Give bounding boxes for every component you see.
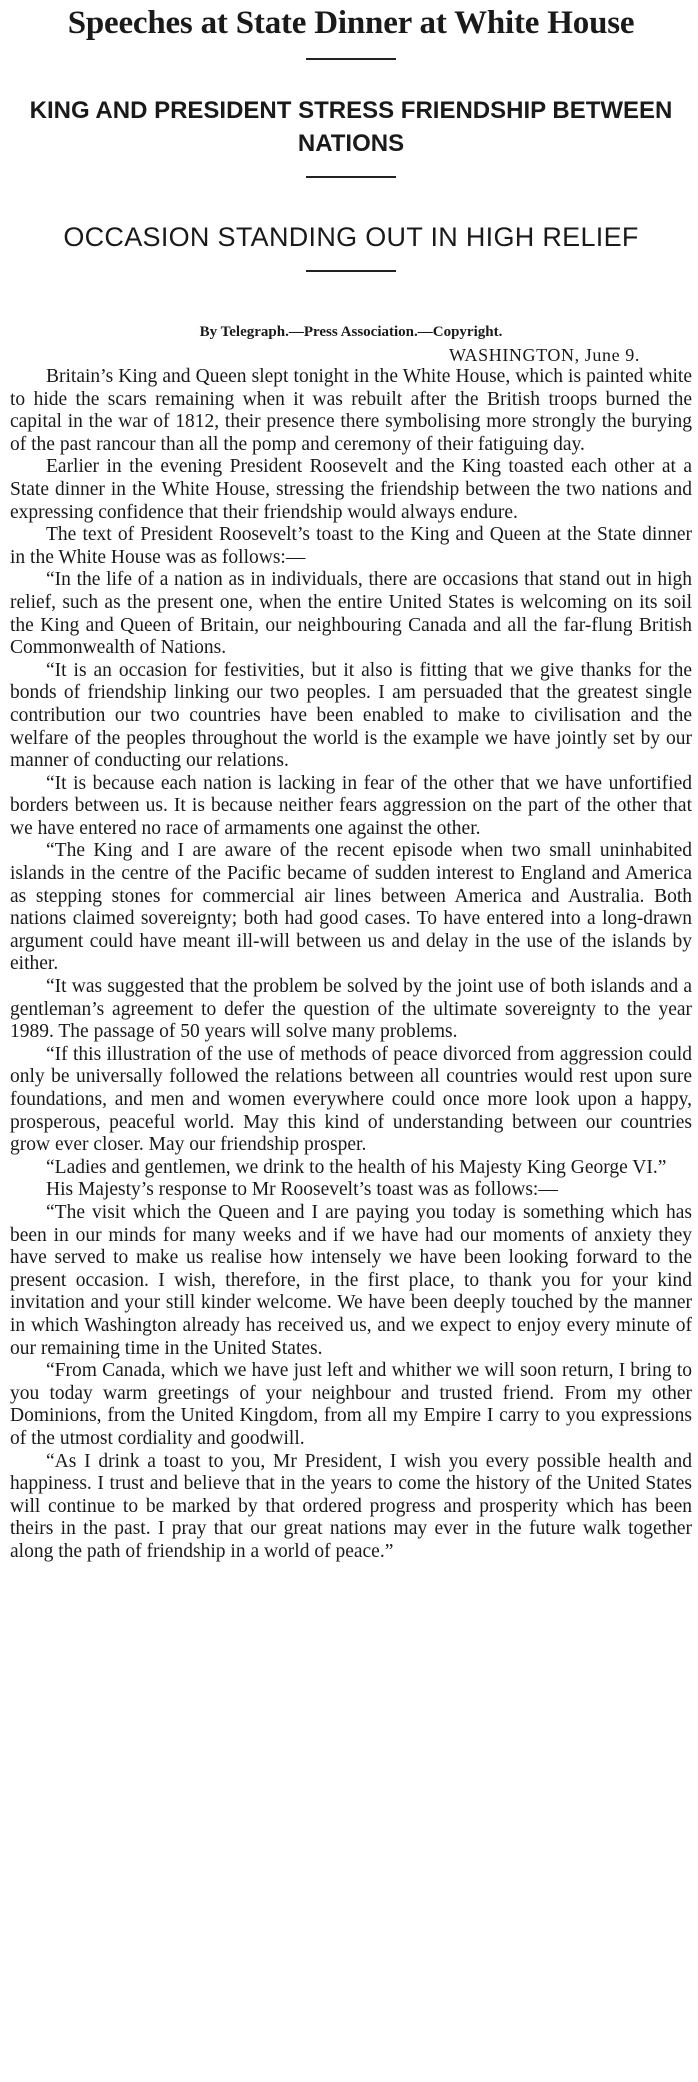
article-paragraph: “From Canada, which we have just left and whither we will soon return, I bring to you today warm greetings of your neighbour and trusted friend. From my other Dominions, from the United Kingdom, from all my Empire I carry to you expressions of the utmost cordiality and goodwill. <box>10 1360 692 1449</box>
article-paragraph: “It is an occasion for festivities, but it also is fitting that we give thanks for the bonds of friendship linking our two peoples. I am persuaded that the greatest single contribution our two countries have been enabled to make to civilisation and the welfare of the peoples throughout the world is the example we have jointly set by our manner of conducting our relations. <box>10 659 692 772</box>
article-paragraph: Earlier in the evening President Roosevelt and the King toasted each other at a State dinner in the White House, stressing the friendship between the two nations and expressing confidence that their friendship would always endure. <box>10 456 692 523</box>
article-paragraph: “In the life of a nation as in individuals, there are occasions that stand out in high relief, such as the present one, when the entire United States is welcoming on its soil the King and Queen of Britain, our neighbouring Canada and all the far-flung British Commonwealth of Nations. <box>10 569 692 659</box>
article-paragraph: “It is because each nation is lacking in fear of the other that we have unfortified borders between us. It is because neither fears aggression on the part of the other that we have entered no race of armaments one against the other. <box>10 772 692 839</box>
deck-divider <box>306 270 396 272</box>
subheadline-divider <box>306 176 396 178</box>
byline: By Telegraph.—Press Association.—Copyright. <box>199 324 503 340</box>
article-paragraph: Britain’s King and Queen slept tonight in the White House, which is painted white to hide the scars remaining when it was rebuilt after the British troops burned the capital in the war of 1812, their presence there symbolising more strongly the burying of the past rancour than all the pomp and ceremony of their fatiguing day. <box>10 366 692 455</box>
article-paragraph: His Majesty’s response to Mr Roosevelt’s toast was as follows:— <box>46 1179 558 1201</box>
article-paragraph: “If this illustration of the use of methods of peace divorced from aggression could only be universally followed the relations between all countries would rest upon sure foundations, and men and women everywhere could once more look upon a happy, prosperous, peaceful world. May this kind of understanding between our countries grow ever closer. May our friendship prosper. <box>10 1043 692 1156</box>
article-paragraph: “As I drink a toast to you, Mr President, I wish you every possible health and happiness. I trust and believe that in the years to come the history of the United States will continue to be marked by that ordered progress and prosperity which has been theirs in the past. I pray that our great nations may ever in the future walk together along the path of friendship in a world of peace.” <box>10 1450 692 1562</box>
headline-divider <box>306 58 396 60</box>
article-paragraph: The text of President Roosevelt’s toast to the King and Queen at the State dinner in the White House was as follows:— <box>10 524 692 568</box>
subheadline-secondary: OCCASION STANDING OUT IN HIGH RELIEF <box>63 222 639 252</box>
article-paragraph: “Ladies and gentlemen, we drink to the health of his Majesty King George VI.” <box>46 1156 667 1178</box>
subheadline-primary: KING AND PRESIDENT STRESS FRIENDSHIP BETWEEN NATIONS <box>29 97 673 157</box>
article-paragraph: “The King and I are aware of the recent episode when two small uninhabited islands in the centre of the Pacific became of sudden interest to England and America as stepping stones for commercial air lines between America and Australia. Both nations claimed sovereignty; both had good cases. To have entered into a long-drawn argument could have meant ill-will between us and delay in the use of the islands by either. <box>10 840 692 975</box>
article-paragraph: “It was suggested that the problem be solved by the joint use of both islands and a gentleman’s agreement to defer the question of the ultimate sovereignty to the year 1989. The passage of 50 years will solve many problems. <box>10 976 692 1043</box>
article-body <box>10 366 692 1563</box>
dateline: WASHINGTON, June 9. <box>448 345 640 365</box>
article-paragraph: “The visit which the Queen and I are paying you today is something which has been in our minds for many weeks and if we have had our moments of anxiety they have served to make us realise how intensely we have been looking forward to the present occasion. I wish, therefore, in the first place, to thank you for your kind invitation and your still kinder welcome. We have been deeply touched by the manner in which Washington already has received us, and we expect to enjoy every minute of our remaining time in the United States. <box>10 1201 692 1359</box>
headline: Speeches at State Dinner at White House <box>67 5 635 41</box>
